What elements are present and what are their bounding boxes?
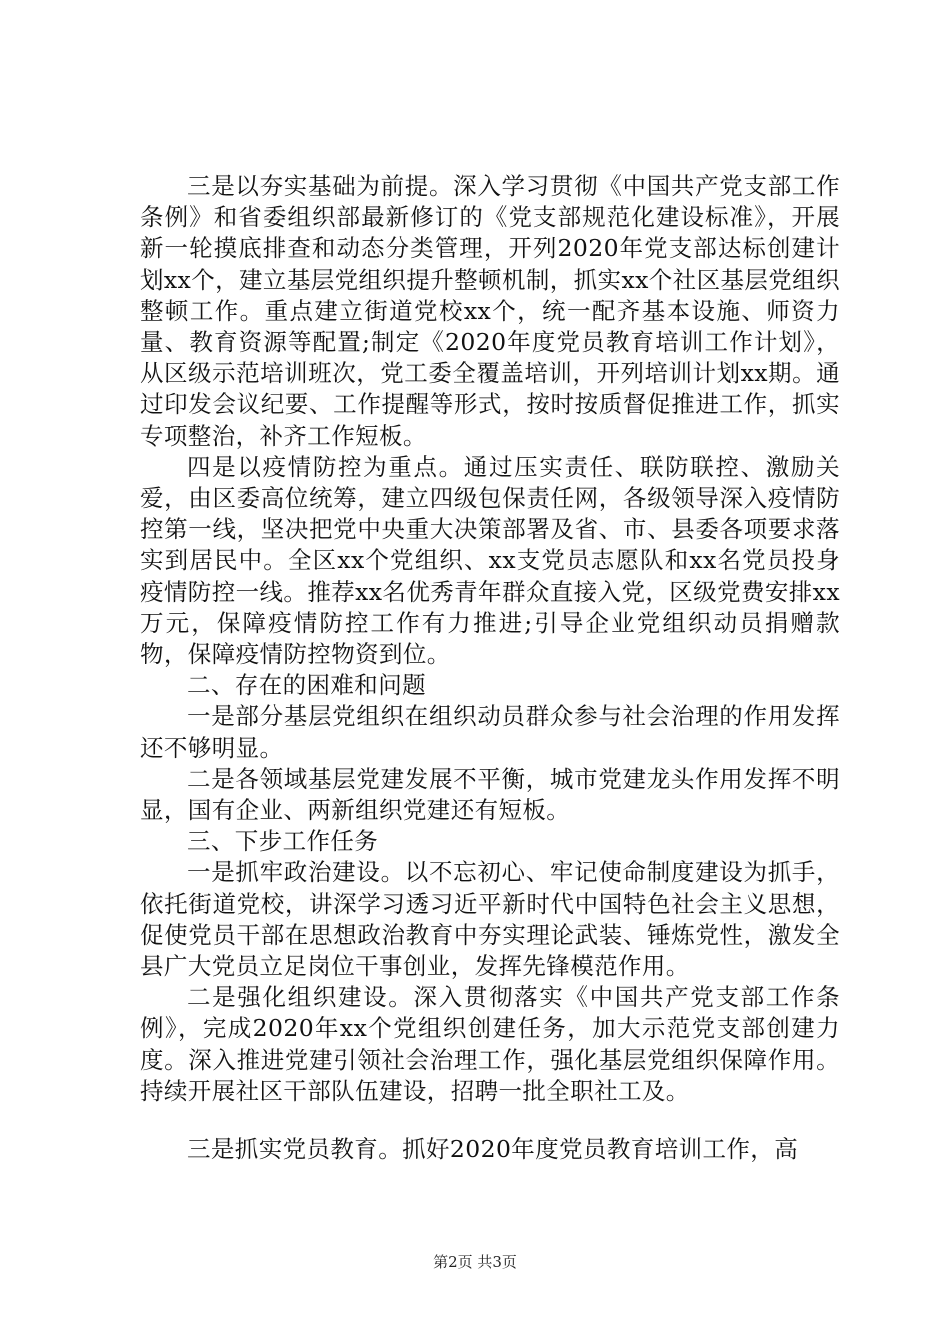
page-number-footer: 第2页 共3页	[433, 1253, 517, 1271]
paragraph-foundation: 三是以夯实基础为前提。深入学习贯彻《中国共产党支部工作条例》和省委组织部最新修订的《党支部规范化建设标准》，开展新一轮摸底排查和动态分类管理，开列2020年党支部达标创建计划xx个，建立基层党组织提升整顿机制，抓实xx个社区基层党组织整顿工作。重点建立街道党校xx个，统一配齐基本设施、师资力量、教育资源等配置;制定《2020年度党员教育培训工作计划》，从区级示范培训班次，党工委全覆盖培训，开列培训计划xx期。通过印发会议纪要、工作提醒等形式，按时按质督促推进工作，抓实专项整治，补齐工作短板。	[140, 172, 840, 450]
paragraph-member-education: 三是抓实党员教育。抓好2020年度党员教育培训工作，高	[187, 1135, 799, 1164]
section-heading-problems: 二、存在的困难和问题	[187, 671, 426, 700]
document-body	[140, 171, 840, 1165]
paragraph-epidemic-control: 四是以疫情防控为重点。通过压实责任、联防联控、激励关爱，由区委高位统筹，建立四级包保责任网，各级领导深入疫情防控第一线，坚决把党中央重大决策部署及省、市、县委各项要求落实到居民中。全区xx个党组织、xx支党员志愿队和xx名党员投身疫情防控一线。推荐xx名优秀青年群众直接入党，区级党费安排xx万元，保障疫情防控工作有力推进;引导企业党组织动员捐赠款物，保障疫情防控物资到位。	[140, 452, 840, 669]
section-heading-next-tasks: 三、下步工作任务	[187, 827, 379, 856]
paragraph-political-building: 一是抓牢政治建设。以不忘初心、牢记使命制度建设为抓手，依托街道党校，讲深学习透习近平新时代中国特色社会主义思想，促使党员干部在思想政治教育中夯实理论武装、锤炼党性，激发全县广大党员立足岗位干事创业，发挥先锋模范作用。	[140, 858, 840, 981]
paragraph-problem-two: 二是各领域基层党建发展不平衡，城市党建龙头作用发挥不明显，国有企业、两新组织党建还有短板。	[140, 764, 840, 825]
paragraph-organization-building: 二是强化组织建设。深入贯彻落实《中国共产党支部工作条例》，完成2020年xx个党组织创建任务，加大示范党支部创建力度。深入推进党建引领社会治理工作，强化基层党组织保障作用。持续开展社区干部队伍建设，招聘一批全职社工及。	[140, 983, 840, 1105]
paragraph-problem-one: 一是部分基层党组织在组织动员群众参与社会治理的作用发挥还不够明显。	[140, 702, 840, 762]
